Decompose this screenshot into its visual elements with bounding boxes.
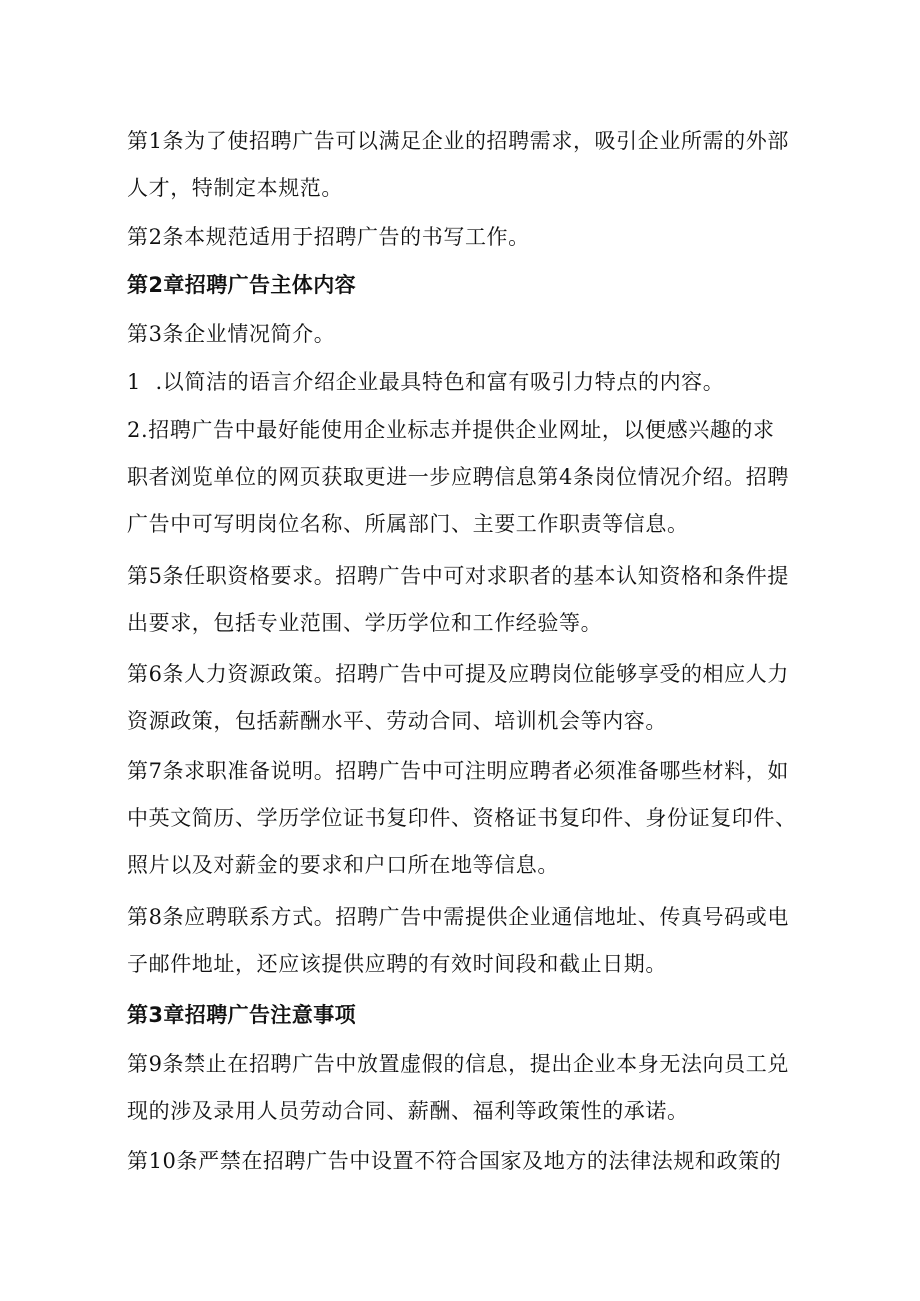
article-10-line-1: 第10条严禁在招聘广告中设置不符合国家及地方的法律法规和政策的	[127, 1149, 782, 1173]
list-item-2-line-1: 2.招聘广告中最好能使用企业标志并提供企业网址，以便感兴趣的求	[127, 418, 775, 442]
article-1	[127, 118, 807, 212]
article-2-line-1: 第2条本规范适用于招聘广告的书写工作。	[127, 225, 530, 249]
article-9	[127, 1041, 807, 1135]
list-item-1	[127, 359, 807, 406]
list-item-2	[127, 407, 807, 548]
article-10	[127, 1138, 807, 1185]
article-6	[127, 651, 807, 745]
article-3	[127, 311, 807, 358]
article-7-line-2: 中英文简历、学历学位证书复印件、资格证书复印件、身份证复印件、	[127, 806, 797, 830]
article-7-line-1: 第7条求职准备说明。招聘广告中可注明应聘者必须准备哪些材料，如	[127, 759, 789, 783]
chapter-2-title: 第2章招聘广告主体内容	[127, 273, 357, 297]
article-7	[127, 748, 807, 889]
article-6-line-1: 第6条人力资源政策。招聘广告中可提及应聘岗位能够享受的相应人力	[127, 662, 789, 686]
article-5-line-1: 第5条任职资格要求。招聘广告中可对求职者的基本认知资格和条件提	[127, 564, 789, 588]
article-9-line-2: 现的涉及录用人员劳动合同、薪酬、福利等政策性的承诺。	[127, 1099, 689, 1123]
article-9-line-1: 第9条禁止在招聘广告中放置虚假的信息，提出企业本身无法向员工兑	[127, 1052, 789, 1076]
chapter-2-heading	[127, 262, 807, 309]
list-item-2-line-3: 广告中可写明岗位名称、所属部门、主要工作职责等信息。	[127, 512, 689, 536]
chapter-3-title: 第3章招聘广告注意事项	[127, 1003, 357, 1027]
article-3-line-1: 第3条企业情况简介。	[127, 322, 336, 346]
article-8	[127, 894, 807, 988]
article-5-line-2: 出要求，包括专业范围、学历学位和工作经验等。	[127, 611, 603, 635]
list-item-2-line-2: 职者浏览单位的网页获取更进一步应聘信息第4条岗位情况介绍。招聘	[127, 465, 789, 489]
article-8-line-2: 子邮件地址，还应该提供应聘的有效时间段和截止日期。	[127, 952, 667, 976]
article-8-line-1: 第8条应聘联系方式。招聘广告中需提供企业通信地址、传真号码或电	[127, 905, 789, 929]
article-5	[127, 553, 807, 647]
list-item-1-line-1: 1 .以简洁的语言介绍企业最具特色和富有吸引力特点的内容。	[127, 370, 725, 394]
article-2	[127, 214, 807, 261]
article-7-line-3: 照片以及对薪金的要求和户口所在地等信息。	[127, 853, 559, 877]
article-1-line-2: 人才，特制定本规范。	[127, 176, 343, 200]
article-6-line-2: 资源政策，包括薪酬水平、劳动合同、培训机会等内容。	[127, 709, 667, 733]
chapter-3-heading	[127, 992, 807, 1039]
article-1-line-1: 第1条为了使招聘广告可以满足企业的招聘需求，吸引企业所需的外部	[127, 129, 789, 153]
